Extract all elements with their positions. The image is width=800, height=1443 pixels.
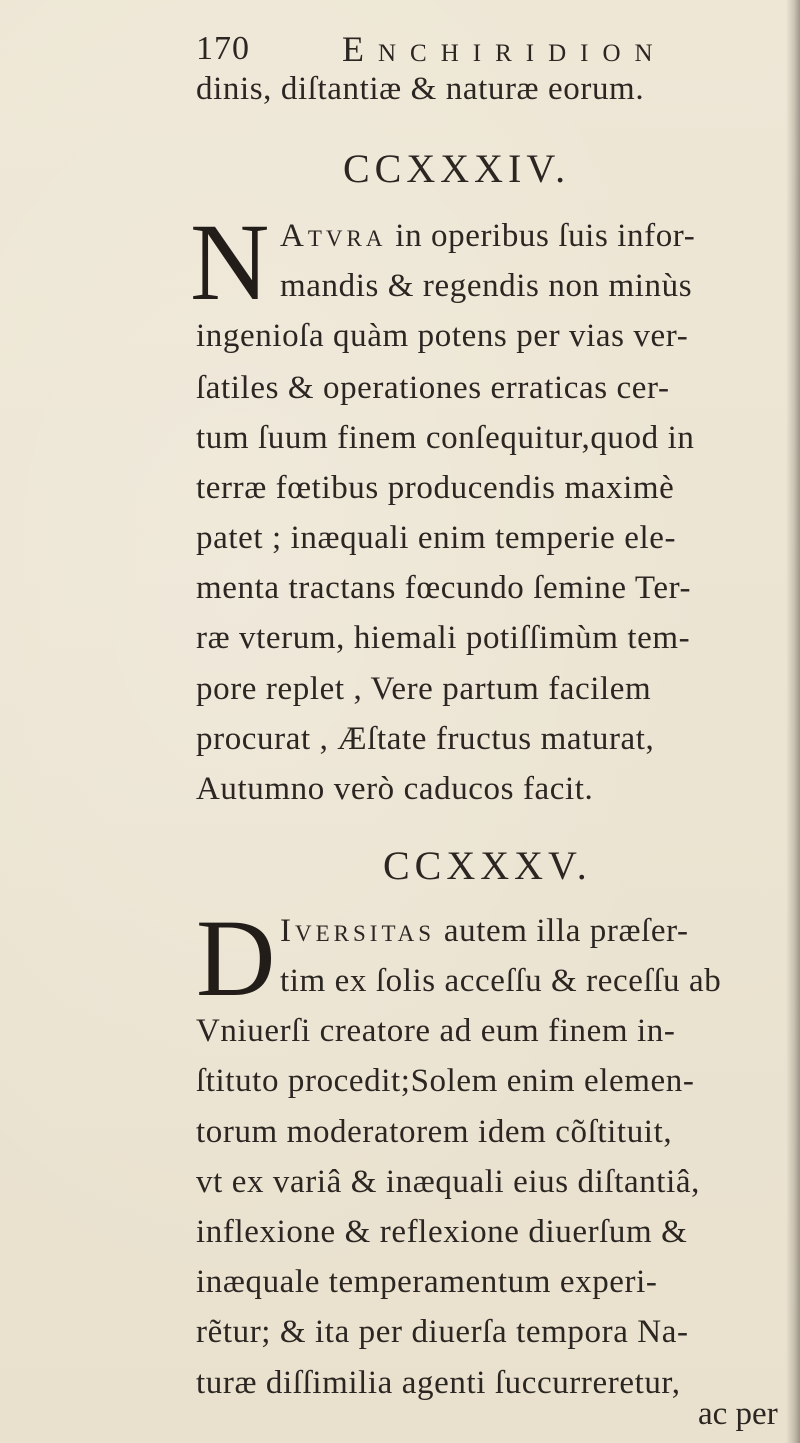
section-1-line-10: pore replet , Vere partum facilem bbox=[196, 671, 652, 707]
running-title: Enchiridion bbox=[342, 29, 667, 69]
section-1-line-8: menta tractans fœcundo ſemine Ter- bbox=[196, 570, 692, 606]
carry-over-line: dinis, diſtantiæ & naturæ eorum. bbox=[196, 71, 645, 107]
section-2-line-8: inæquale temperamentum experi- bbox=[196, 1264, 658, 1300]
section-1-line-6: terræ fœtibus producendis maximè bbox=[196, 470, 675, 506]
section-1-line-2: mandis & regendis non minùs bbox=[280, 268, 693, 304]
section-2-line-10: turæ diſſimilia agenti ſuccurreretur, bbox=[196, 1365, 681, 1401]
section-2-line-1 bbox=[280, 913, 689, 950]
section-1-line-3: ingenioſa quàm potens per vias ver- bbox=[196, 318, 689, 354]
section-2-line-2: tim ex ſolis acceſſu & receſſu ab bbox=[280, 963, 722, 999]
drop-capital-n: N bbox=[190, 201, 270, 323]
lead-small-caps: Atvra bbox=[280, 218, 387, 254]
section-1-line-1 bbox=[280, 218, 695, 255]
catchword: ac per bbox=[698, 1396, 778, 1432]
section-2-line-6: vt ex variâ & inæquali eius diſtantiâ, bbox=[196, 1164, 700, 1200]
page-number: 170 bbox=[196, 30, 250, 67]
line-text: in operibus ſuis infor- bbox=[386, 218, 696, 254]
line-text: autem illa præſer- bbox=[435, 913, 689, 949]
section-2-line-9: rẽtur; & ita per diuerſa tempora Na- bbox=[196, 1314, 689, 1350]
section-1-line-12: Autumno verò caducos facit. bbox=[196, 771, 594, 807]
section-2-line-7: inflexione & reflexione diuerſum & bbox=[196, 1214, 688, 1250]
section-heading-ccxxxiv: CCXXXIV. bbox=[343, 146, 571, 191]
drop-capital-d: D bbox=[196, 897, 276, 1019]
section-1-line-9: ræ vterum, hiemali potiſſimùm tem- bbox=[196, 620, 691, 656]
section-1-line-7: patet ; inæquali enim temperie ele- bbox=[196, 520, 677, 556]
section-2-line-5: torum moderatorem idem cõſtituit, bbox=[196, 1114, 673, 1150]
section-1-line-11: procurat , Æſtate fructus maturat, bbox=[196, 721, 655, 757]
section-2-line-4: ſtituto procedit;Solem enim elemen- bbox=[196, 1063, 695, 1099]
section-heading-ccxxxv: CCXXXV. bbox=[383, 843, 592, 888]
page-edge-shadow bbox=[786, 0, 800, 1443]
section-1-line-4: ſatiles & operationes erraticas cer- bbox=[196, 370, 670, 406]
lead-small-caps: Iversitas bbox=[280, 913, 436, 949]
section-2-line-3: Vniuerſi creatore ad eum finem in- bbox=[196, 1013, 676, 1049]
section-1-line-5: tum ſuum finem conſequitur,quod in bbox=[196, 420, 695, 456]
